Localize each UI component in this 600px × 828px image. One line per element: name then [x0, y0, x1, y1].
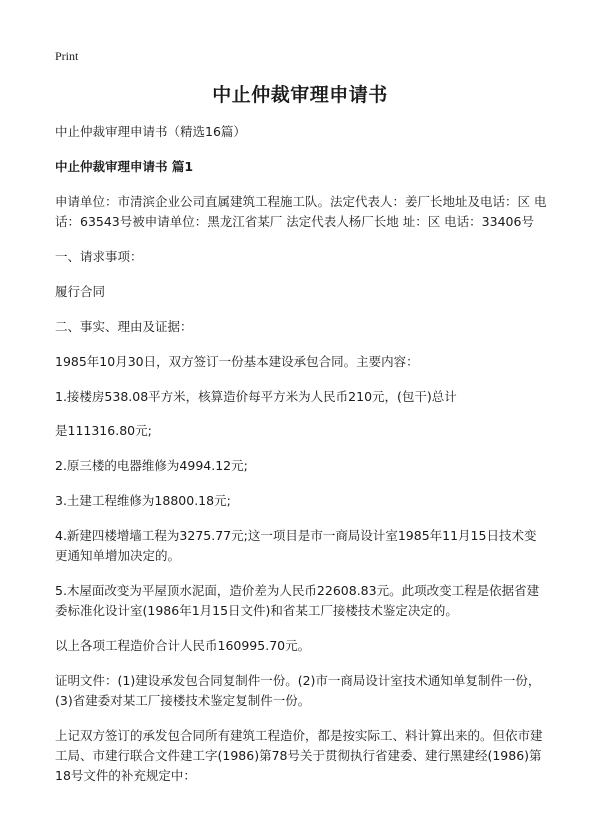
paragraph-request: 履行合同 [55, 284, 106, 299]
paragraph-item-1: 1.接楼房538.08平方米，核算造价每平方米为人民币210元，(包干)总计 [55, 389, 457, 404]
section-heading: 中止仲裁审理申请书 篇1 [55, 159, 194, 174]
document-subtitle: 中止仲裁审理申请书（精选16篇） [55, 124, 246, 139]
paragraph-explanation: 上记双方签订的承发包合同所有建筑工程造价，都是按实际工、料计算出来的。但依市建工局、市建行联合文件建工字(1986)第78号关于贯彻执行省建委、建行黑建经(1986)第18号文件的补充规定中： [55, 728, 543, 783]
paragraph-request-heading: 一、请求事项： [55, 249, 143, 264]
paragraph-item-4: 4.新建四楼增墙工程为3275.77元;这一项目是市一商局设计室1985年11月15日技术变更通知单增加决定的。 [55, 528, 537, 563]
paragraph-evidence: 证明文件：(1)建设承发包合同复制件一份。(2)市一商局设计室技术通知单复制件一份，(3)省建委对某工厂接楼技术鉴定复制件一份。 [55, 673, 541, 708]
paragraph-total: 以上各项工程造价合计人民币160995.70元。 [55, 638, 311, 653]
paragraph-applicant: 申请单位：市清滨企业公司直属建筑工程施工队。法定代表人：姜厂长地址及电话：区 电话：63543号被申请单位：黑龙江省某厂 法定代表人杨厂长地 址：区 电话：33406号 [55, 194, 547, 229]
paragraph-item-5: 5.木屋面改变为平屋顶水泥面，造价差为人民币22608.83元。此项改变工程是依据省建委标准化设计室(1986年1月15日文件)和省某工厂接楼技术鉴定决定的。 [55, 583, 540, 618]
document-body [55, 122, 547, 801]
paragraph-item-1-total: 是111316.80元; [55, 423, 152, 438]
document-title: 中止仲裁审理申请书 [212, 84, 388, 106]
paragraph-facts-heading: 二、事实、理由及证据： [55, 319, 193, 334]
paragraph-item-3: 3.土建工程维修为18800.18元; [55, 493, 231, 508]
paragraph-contract-date: 1985年10月30日，双方签订一份基本建设承包合同。主要内容： [55, 354, 419, 369]
paragraph-item-2: 2.原三楼的电器维修为4994.12元; [55, 458, 248, 473]
print-link[interactable]: Print [55, 49, 79, 63]
